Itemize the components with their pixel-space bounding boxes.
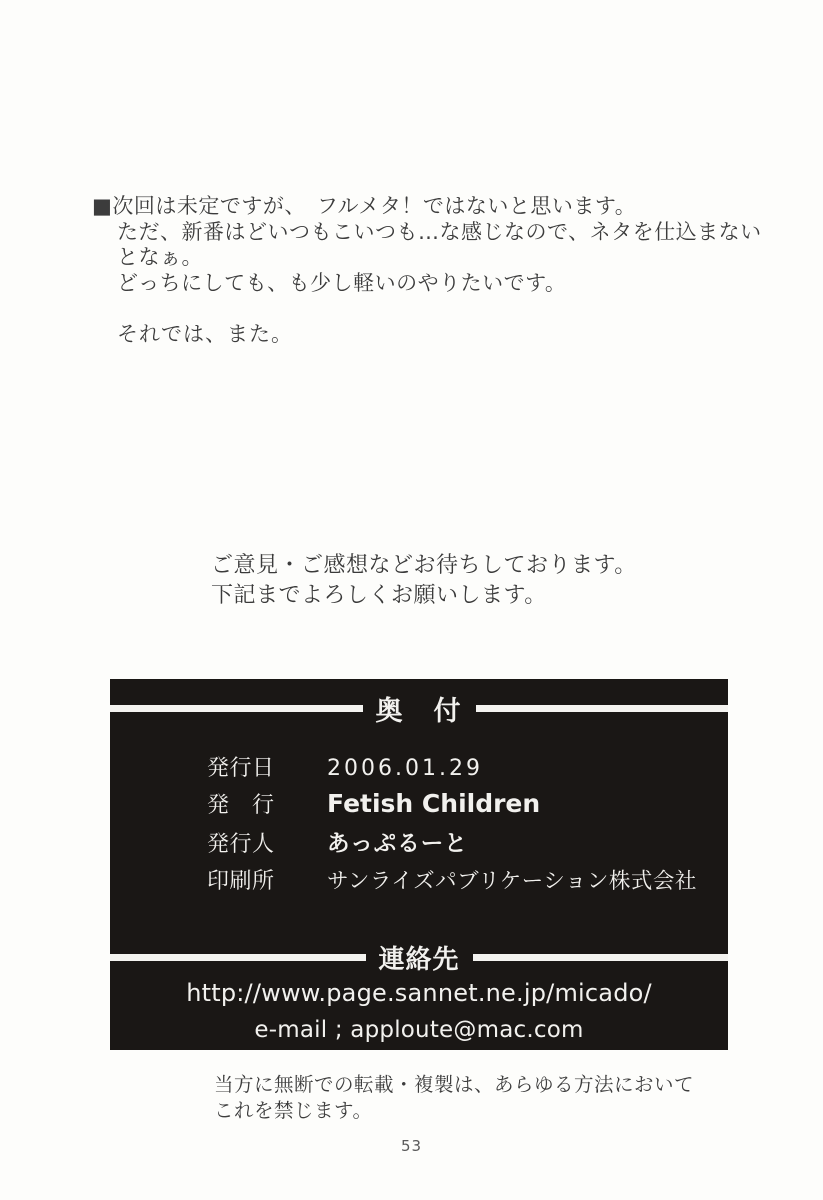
colophon-title: 奥 付	[375, 696, 463, 727]
contact-title: 連絡先	[378, 945, 460, 975]
horizontal-rule	[473, 954, 729, 961]
row-label: 発行日	[207, 756, 275, 781]
row-value: Fetish Children	[327, 789, 541, 818]
row-value: あっぷるーと	[327, 831, 468, 857]
contact-url: http://www.page.sannet.ne.jp/micado/	[186, 979, 652, 1007]
copyright-line: これを禁じます。	[214, 1099, 373, 1122]
feedback-line: 下記までよろしくお願いします。	[211, 583, 547, 608]
copyright-line: 当方に無断での転載・複製は、あらゆる方法において	[214, 1073, 695, 1096]
row-value: 2006.01.29	[327, 756, 483, 781]
colophon-box	[110, 679, 728, 1050]
afterword-line: どっちにしても、も少し軽いのやりたいです。	[117, 270, 567, 295]
afterword-text	[92, 194, 772, 296]
feedback-note	[211, 551, 637, 611]
feedback-line: ご意見・ご感想などお待ちしております。	[211, 553, 637, 578]
colophon-header	[110, 689, 728, 728]
contact-email: e-mail ; apploute@mac.com	[254, 1017, 584, 1043]
afterword-closing: それでは、また。	[117, 322, 293, 346]
horizontal-rule	[110, 705, 363, 712]
row-label: 印刷所	[207, 869, 275, 894]
afterword-line: となぁ。	[117, 245, 203, 269]
row-value: サンライズパブリケーション株式会社	[327, 869, 697, 894]
row-label: 発行人	[207, 832, 275, 857]
horizontal-rule	[476, 705, 729, 712]
row-label: 発 行	[207, 793, 275, 818]
afterword-line: ■次回は未定ですが、 フルメタ！ではないと思います。	[92, 194, 637, 218]
horizontal-rule	[110, 954, 366, 961]
colophon-row-printer	[207, 864, 718, 895]
colophon-row-publish-date	[207, 751, 718, 782]
colophon-row-publisher-person	[207, 826, 718, 858]
copyright-notice	[214, 1072, 694, 1124]
page-number: 53	[400, 1137, 423, 1155]
afterword-line: ただ、新番はどいつもこいつも…な感じなので、ネタを仕込まない	[117, 219, 762, 244]
contact-header	[110, 939, 728, 976]
colophon-row-publisher-circle	[207, 788, 718, 819]
